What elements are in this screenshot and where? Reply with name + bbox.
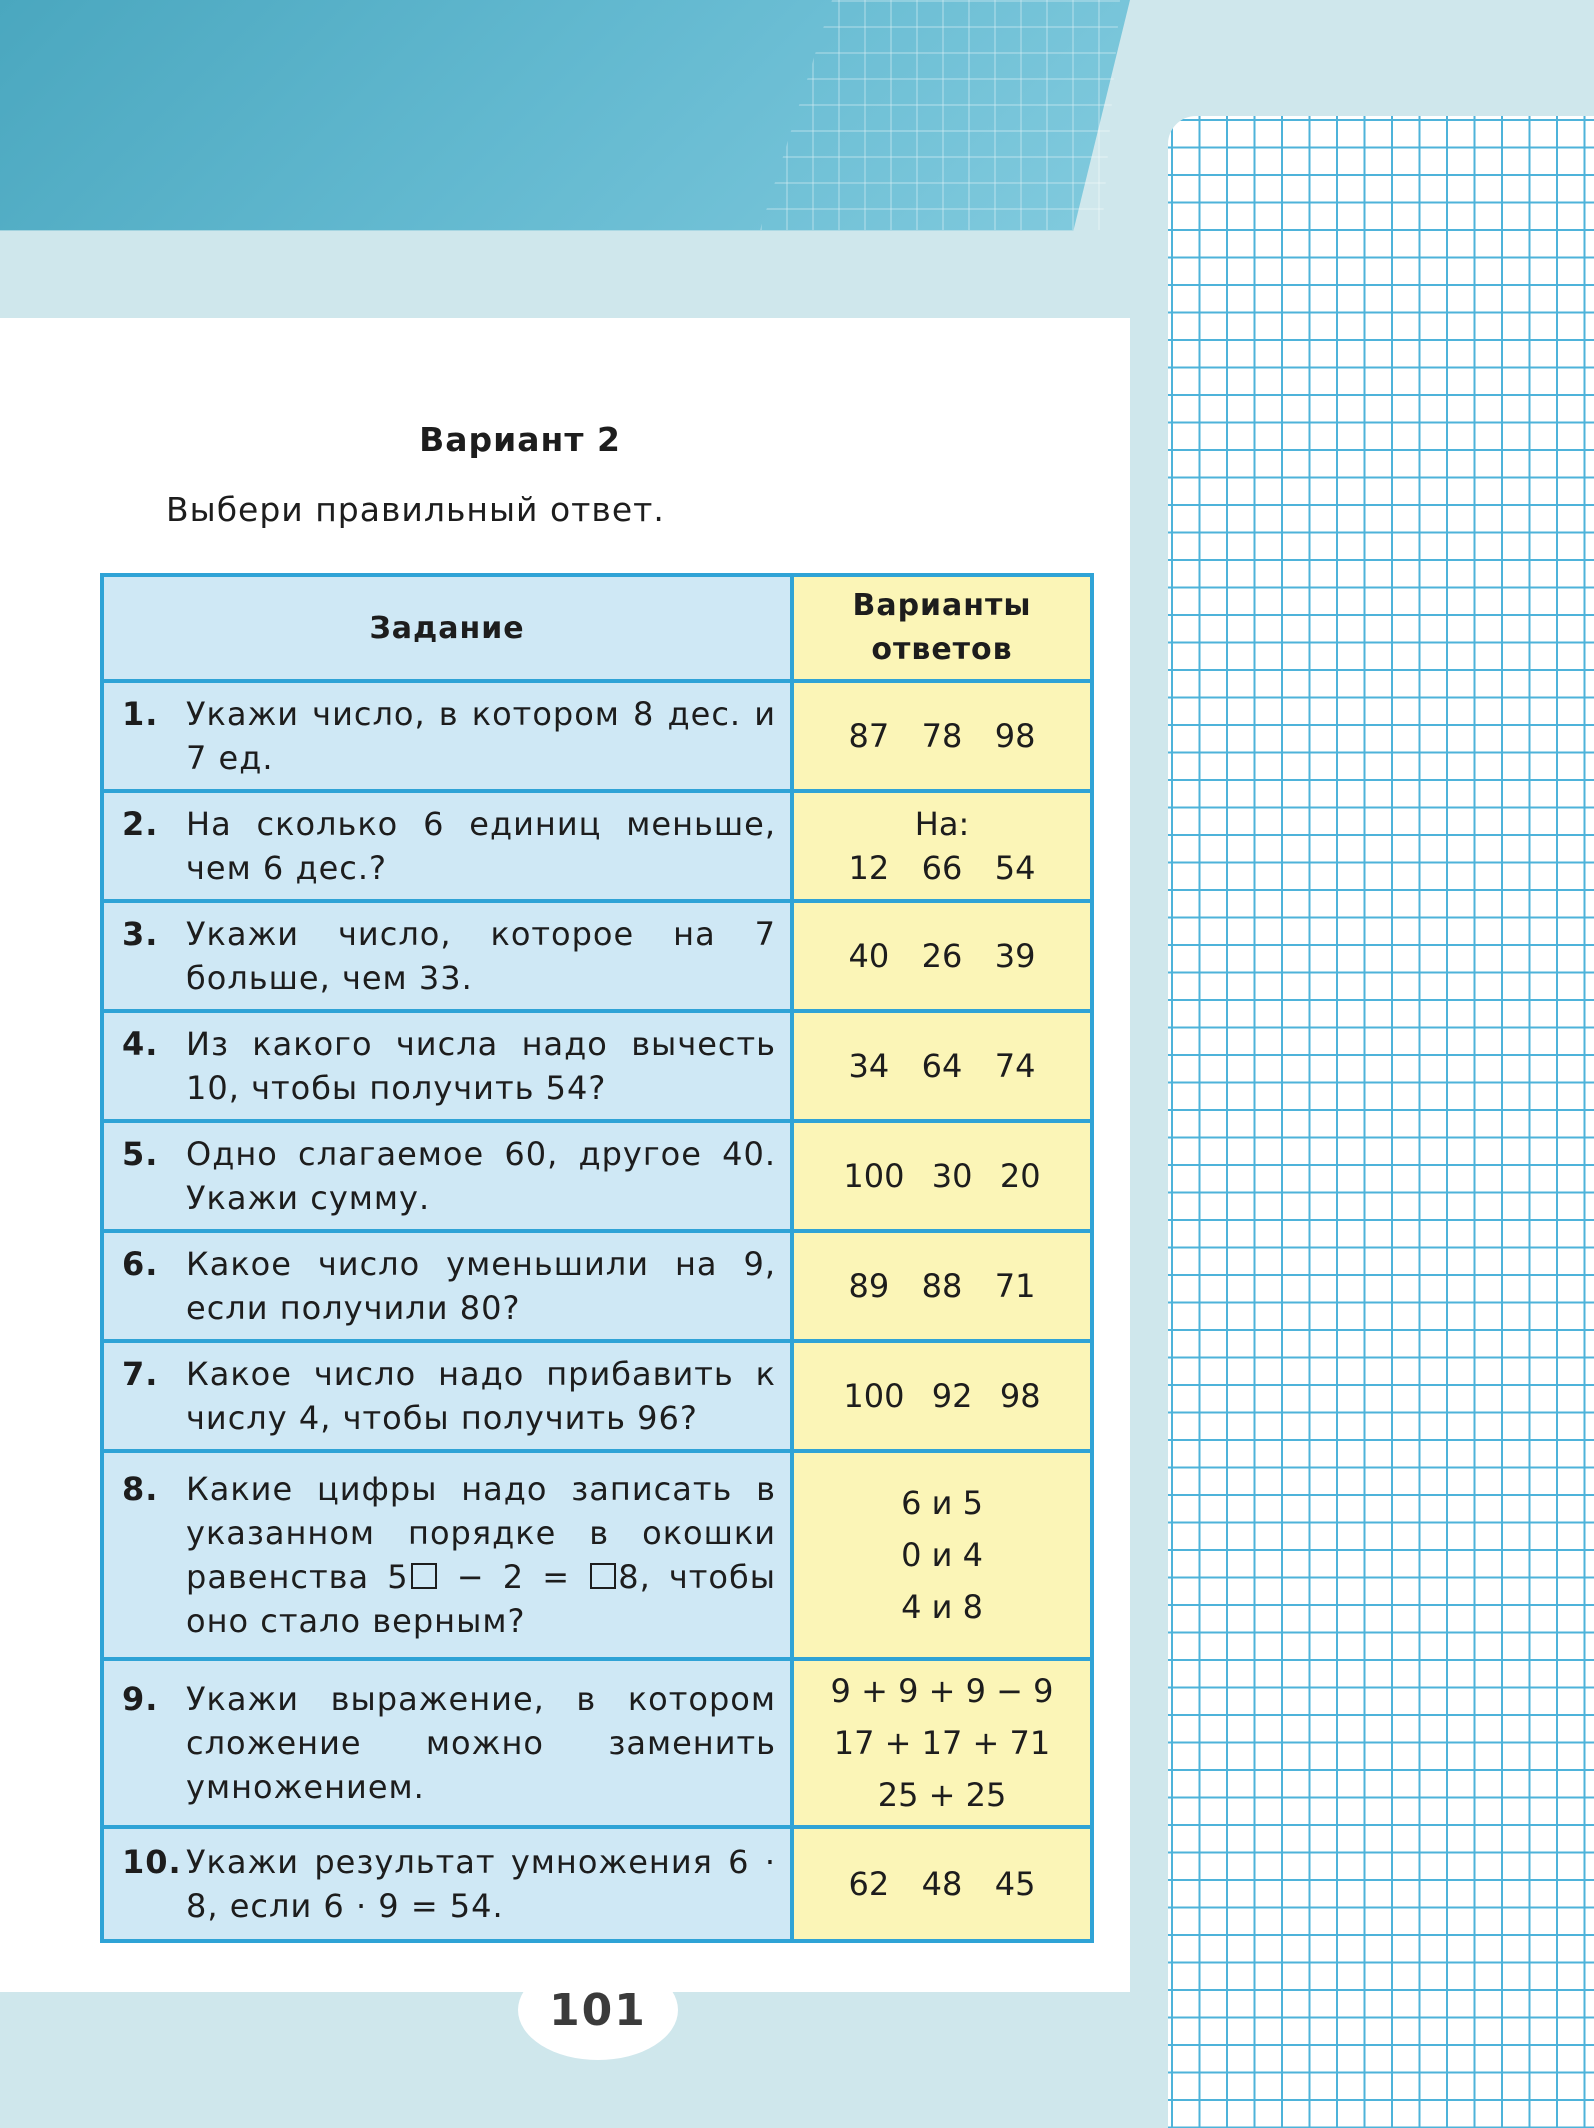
answer-option[interactable]: 89	[848, 1267, 890, 1305]
task-text: Укажи число, в котором 8 дес. и 7 ед.	[186, 695, 776, 777]
answer-option[interactable]: 34	[848, 1047, 890, 1085]
answer-option[interactable]: 6 и 5	[901, 1484, 983, 1522]
task-cell	[102, 1341, 792, 1451]
answer-cell	[792, 901, 1092, 1011]
task-cell	[102, 681, 792, 791]
answer-option[interactable]: 71	[994, 1267, 1036, 1305]
answer-option[interactable]: 45	[994, 1865, 1036, 1903]
task-cell	[102, 791, 792, 901]
task-number: 7.	[122, 1355, 159, 1393]
table-row	[102, 1011, 1092, 1121]
answer-option[interactable]: 48	[921, 1865, 963, 1903]
answer-cell	[792, 1231, 1092, 1341]
answer-option[interactable]: 30	[931, 1157, 973, 1195]
task-text: На сколько 6 единиц меньше, чем 6 дес.?	[186, 805, 776, 887]
answer-option[interactable]: 9 + 9 + 9 − 9	[830, 1672, 1054, 1710]
task-cell	[102, 1827, 792, 1941]
answer-option[interactable]: 20	[999, 1157, 1041, 1195]
task-text: Укажи выражение, в котором сложение можно заменить умножением.	[186, 1680, 776, 1806]
task-number: 6.	[122, 1245, 159, 1283]
task-text: Какие цифры надо записать в указанном порядке в окошки равенства 5 − 2 = 8, чтобы оно стало верным?	[186, 1470, 777, 1640]
task-number: 8.	[122, 1470, 159, 1508]
task-text: Из какого числа надо вычесть 10, чтобы получить 54?	[186, 1025, 776, 1107]
task-cell	[102, 1659, 792, 1827]
table-row	[102, 1121, 1092, 1231]
answer-option[interactable]: 78	[921, 717, 963, 755]
header-task: Задание	[102, 575, 792, 681]
page-number: 101	[549, 1985, 647, 2036]
answer-option[interactable]: 4 и 8	[901, 1588, 983, 1626]
answer-option[interactable]: 26	[921, 937, 963, 975]
answer-option[interactable]: 92	[931, 1377, 973, 1415]
task-cell	[102, 901, 792, 1011]
header-answers	[792, 575, 1092, 681]
answer-option[interactable]: 87	[848, 717, 890, 755]
table-row	[102, 1231, 1092, 1341]
task-number: 5.	[122, 1135, 159, 1173]
answer-cell	[792, 1121, 1092, 1231]
answer-option[interactable]: 98	[994, 717, 1036, 755]
table-row	[102, 681, 1092, 791]
answer-cell	[792, 1011, 1092, 1121]
answer-option[interactable]: 98	[999, 1377, 1041, 1415]
task-number: 4.	[122, 1025, 159, 1063]
task-text: Какое число надо прибавить к числу 4, чтобы получить 96?	[186, 1355, 776, 1437]
task-cell	[102, 1231, 792, 1341]
instruction-text: Выбери правильный ответ.	[166, 490, 665, 529]
table-row	[102, 1451, 1092, 1659]
answer-option[interactable]: 88	[921, 1267, 963, 1305]
answer-option[interactable]: 40	[848, 937, 890, 975]
table-row	[102, 791, 1092, 901]
tasks-table	[100, 573, 1094, 1943]
answer-cell	[792, 681, 1092, 791]
answer-cell	[792, 1659, 1092, 1827]
task-number: 1.	[122, 695, 159, 733]
answer-option[interactable]: 39	[994, 937, 1036, 975]
task-cell	[102, 1011, 792, 1121]
task-text: Укажи результат умножения 6 · 8, если 6 · 9 = 54.	[186, 1843, 776, 1925]
answer-cell	[792, 1451, 1092, 1659]
answer-option[interactable]: 62	[848, 1865, 890, 1903]
answer-option[interactable]: 66	[921, 849, 963, 887]
task-text: Укажи число, которое на 7 больше, чем 33.	[186, 915, 776, 997]
header-answers-line2: ответов	[871, 632, 1013, 667]
answer-option[interactable]: 12	[848, 849, 890, 887]
answer-option[interactable]: 25 + 25	[877, 1776, 1007, 1814]
answer-box-icon	[590, 1563, 616, 1589]
table-row	[102, 1827, 1092, 1941]
answer-option[interactable]: 74	[994, 1047, 1036, 1085]
table-row	[102, 1341, 1092, 1451]
graph-paper	[1168, 116, 1594, 2128]
answer-option[interactable]: 100	[843, 1377, 905, 1415]
answer-option[interactable]: 100	[843, 1157, 905, 1195]
task-cell	[102, 1121, 792, 1231]
header-answers-line1: Варианты	[852, 588, 1032, 623]
task-cell	[102, 1451, 792, 1659]
table-row	[102, 1659, 1092, 1827]
task-text: Какое число уменьшили на 9, если получили 80?	[186, 1245, 776, 1327]
answer-option[interactable]: 17 + 17 + 71	[833, 1724, 1051, 1762]
answer-option[interactable]: 0 и 4	[901, 1536, 983, 1574]
answer-prefix: На:	[914, 805, 970, 843]
answer-option[interactable]: 54	[994, 849, 1036, 887]
task-number: 10.	[122, 1843, 182, 1881]
table-header-row	[102, 575, 1092, 681]
answer-cell	[792, 1341, 1092, 1451]
task-text: Одно слагаемое 60, другое 40. Укажи сумму.	[186, 1135, 776, 1217]
task-number: 2.	[122, 805, 159, 843]
answer-cell	[792, 1827, 1092, 1941]
answer-cell	[792, 791, 1092, 901]
answer-box-icon	[411, 1563, 437, 1589]
task-number: 9.	[122, 1680, 159, 1718]
task-number: 3.	[122, 915, 159, 953]
table-row	[102, 901, 1092, 1011]
answer-option[interactable]: 64	[921, 1047, 963, 1085]
page-title: Вариант 2	[419, 420, 621, 459]
